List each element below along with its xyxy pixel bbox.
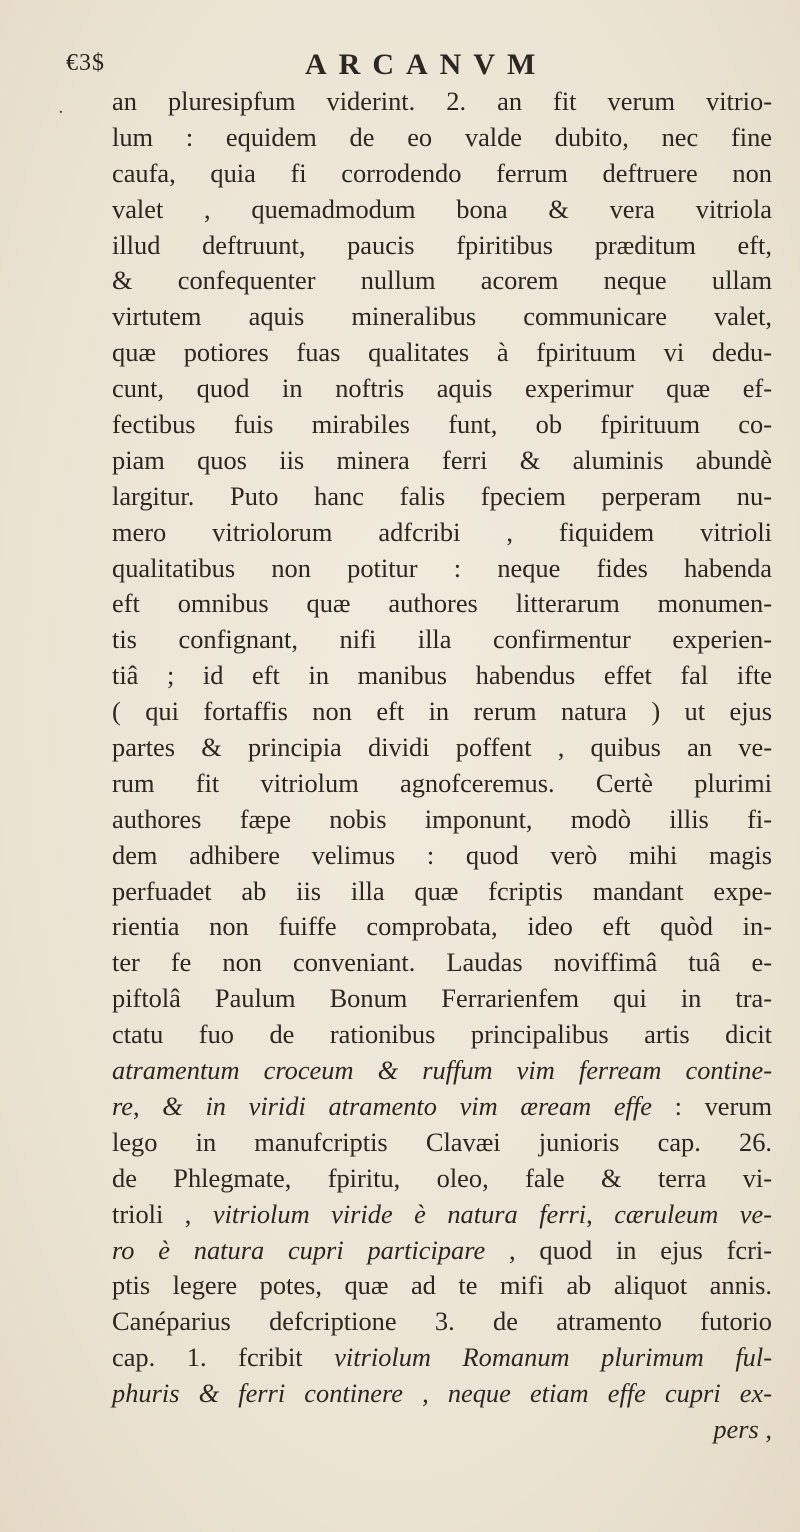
text-span: ctatu fuo de rationibus principalibus artis dicit [112,1019,772,1050]
text-span: Canéparius defcriptione 3. de atramento futorio [112,1306,772,1337]
text-span: eft omnibus quæ authores litterarum monumen- [112,588,772,619]
text-line [112,443,772,479]
text-line [112,945,772,981]
text-span: , [133,1090,163,1121]
text-span: tiâ ; id eft in manibus habendus effet fal ifte [112,660,772,691]
text-line [112,192,772,228]
body-text [112,84,772,1448]
italic-text: vitriolum Romanum plurimum ful- [334,1342,772,1373]
text-line [112,1268,772,1304]
text-line [112,156,772,192]
text-span: : verum [651,1090,772,1121]
text-span: & confequenter nullum acorem neque ullam [112,265,772,296]
text-span: ptis legere potes, quæ ad te mifi ab aliquot annis. [112,1270,772,1301]
text-span: mero vitriolorum adfcribi , fiquidem vitrioli [112,516,772,547]
text-line [112,622,772,658]
text-span: dem adhibere velimus : quod verò mihi magis [112,839,772,870]
text-line [112,586,772,622]
text-line [112,120,772,156]
italic-text: & in viridi atramento vim æream effe [162,1090,652,1121]
text-span: cunt, quod in noftris aquis experimur quæ ef- [112,373,772,404]
text-span: ( qui fortaffis non eft in rerum natura ) ut ejus [112,696,772,727]
text-span: piftolâ Paulum Bonum Ferrarienfem qui in tra- [112,983,772,1014]
text-line [112,909,772,945]
text-line [112,1340,772,1376]
text-line [112,84,772,120]
text-line [112,1161,772,1197]
text-span: illud deftruunt, paucis fpiritibus præditum eft, [112,229,772,260]
text-span: perfuadet ab iis illa quæ fcriptis mandant expe- [112,875,772,906]
text-span: tis confignant, nifi illa confirmentur experien- [112,624,772,655]
text-span: caufa, quia fi corrodendo ferrum deftruere non [112,157,772,188]
text-line [112,299,772,335]
text-span: quæ potiores fuas qualitates à fpirituum vi dedu- [112,337,772,368]
text-span: an pluresipfum viderint. 2. an fit verum vitrio- [112,86,772,116]
text-span: ter fe non conveniant. Laudas noviffimâ tuâ e- [112,947,772,978]
text-span: rientia non fuiffe comprobata, ideo eft quòd in- [112,911,772,942]
text-line [112,1233,772,1269]
text-span: valet , quemadmodum bona & vera vitriola [112,193,772,224]
text-line [112,1197,772,1233]
page-header [0,42,800,82]
text-span: lego in manufcriptis Clavæi junioris cap. 26. [112,1126,772,1157]
text-span: authores fæpe nobis imponunt, modò illis fi- [112,803,772,834]
page-number: €3$ [66,50,105,76]
text-span: cap. 1. fcribit [112,1342,335,1373]
text-line [112,515,772,551]
text-line [112,694,772,730]
text-line [112,1125,772,1161]
text-line [112,407,772,443]
text-line [112,371,772,407]
text-line [112,263,772,299]
text-line [112,228,772,264]
italic-text: ro è natura cupri participare [112,1234,486,1265]
text-line [112,479,772,515]
text-line [112,766,772,802]
text-span: , quod in ejus fcri- [485,1234,772,1265]
text-line [112,335,772,371]
text-span: largitur. Puto hanc falis fpeciem perperam nu- [112,480,772,511]
italic-text: pers , [713,1413,772,1444]
text-span: qualitatibus non potitur : neque fides habenda [112,552,772,583]
text-line [112,1017,772,1053]
italic-text: phuris & ferri continere , neque etiam effe cupri ex- [112,1378,772,1409]
running-head: ARCANVM [305,48,548,81]
text-line [112,838,772,874]
italic-text: vitriolum viride è natura ferri [212,1198,587,1229]
text-span: piam quos iis minera ferri & aluminis abundè [112,444,772,475]
margin-mark: · [58,102,64,123]
text-line [112,730,772,766]
text-line [112,802,772,838]
text-line [112,551,772,587]
italic-text: atramentum croceum & ruffum vim ferream contine- [112,1055,772,1086]
text-span: fectibus fuis mirabiles funt, ob fpirituum co- [112,409,772,440]
text-line [112,874,772,910]
text-span: de Phlegmate, fpiritu, oleo, fale & terra vi- [112,1162,772,1193]
text-line [112,1053,772,1089]
text-span: lum : equidem de eo valde dubito, nec fine [112,121,772,152]
text-span: virtutem aquis mineralibus communicare valet, [112,301,772,332]
text-line [112,981,772,1017]
text-span: rum fit vitriolum agnofceremus. Certè plurimi [112,767,772,798]
italic-text: re [112,1090,134,1121]
text-line [112,658,772,694]
text-line [112,1089,772,1125]
text-span: partes & principia dividi poffent , quibus an ve- [112,732,772,763]
text-line [112,1304,772,1340]
text-span: trioli , [112,1198,213,1229]
text-span: , [586,1198,615,1229]
text-line [112,1376,772,1412]
text-line [112,1412,772,1448]
italic-text: cæruleum ve- [614,1198,772,1229]
